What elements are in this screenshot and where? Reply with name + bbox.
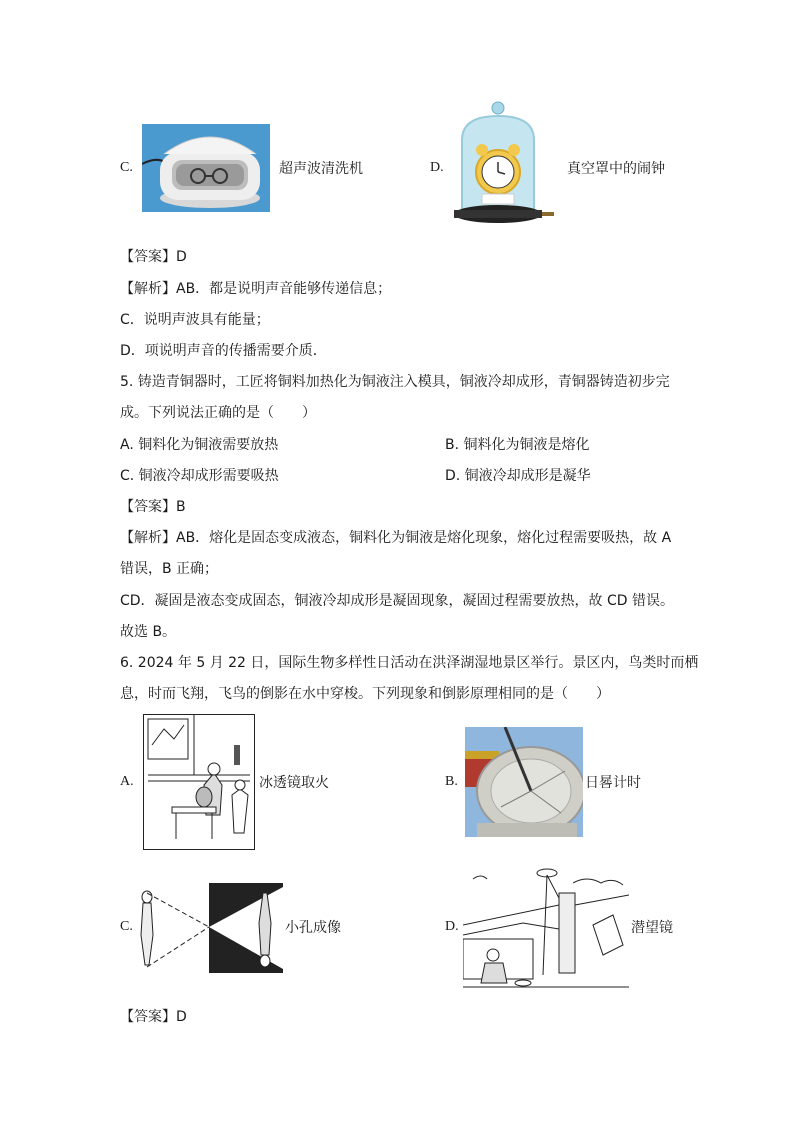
q6-option-a-caption: 冰透镜取火 xyxy=(259,775,329,791)
q4-answer: 【答案】D xyxy=(120,249,187,265)
q6-option-c-caption: 小孔成像 xyxy=(285,920,341,936)
q5-option-c: C. 铜液冷却成形需要吸热 xyxy=(120,468,279,484)
pinhole-image xyxy=(135,883,283,973)
ultrasonic-cleaner-image xyxy=(142,124,270,212)
q5-option-a: A. 铜料化为铜液需要放热 xyxy=(120,437,279,453)
q4-analysis-line: D．项说明声音的传播需要介质． xyxy=(120,343,327,359)
q4-analysis-line: C．说明声波具有能量； xyxy=(120,312,270,328)
q6-stem-line: 6. 2024 年 5 月 22 日，国际生物多样性日活动在洪泽湖湿地景区举行。景区内，鸟类时而栖 xyxy=(120,655,699,671)
q6-answer: 【答案】D xyxy=(120,1009,187,1025)
q5-analysis-line: CD．凝固是液态变成固态，铜液冷却成形是凝固现象，凝固过程需要放热，故 CD 错误。 xyxy=(120,593,675,609)
q6-option-a-letter: A. xyxy=(120,774,134,789)
q5-option-b: B. 铜料化为铜液是熔化 xyxy=(445,437,590,453)
q6-option-b-caption: 日晷计时 xyxy=(585,775,641,791)
q5-stem-line: 5. 铸造青铜器时，工匠将铜料加热化为铜液注入模具，铜液冷却成形，青铜器铸造初步完 xyxy=(120,374,670,390)
q5-stem-line: 成。下列说法正确的是（ ） xyxy=(120,405,316,421)
sundial-image xyxy=(465,727,583,837)
q4-option-c-caption: 超声波清洗机 xyxy=(279,161,363,177)
periscope-image xyxy=(463,865,629,991)
q4-analysis-line: 【解析】AB．都是说明声音能够传递信息； xyxy=(120,281,392,297)
ice-lens-image xyxy=(143,714,255,850)
q5-answer: 【答案】B xyxy=(120,499,186,515)
q6-option-d-letter: D. xyxy=(445,919,459,934)
q5-analysis-line: 故选 B。 xyxy=(120,624,177,640)
q4-option-d-caption: 真空罩中的闹钟 xyxy=(567,161,665,177)
q5-analysis-line: 【解析】AB．熔化是固态变成液态，铜料化为铜液是熔化现象，熔化过程需要吸热，故 A xyxy=(120,530,672,546)
q6-option-b-letter: B. xyxy=(445,774,458,789)
q6-stem-line: 息，时而飞翔，飞鸟的倒影在水中穿梭。下列现象和倒影原理相同的是（ ） xyxy=(120,686,610,702)
bell-jar-clock-image xyxy=(452,100,560,228)
q4-option-c-letter: C. xyxy=(120,160,133,175)
q4-option-d-letter: D. xyxy=(430,160,444,175)
q5-analysis-line: 错误，B 正确； xyxy=(120,561,219,577)
q5-option-d: D. 铜液冷却成形是凝华 xyxy=(445,468,591,484)
q6-option-c-letter: C. xyxy=(120,919,133,934)
q6-option-d-caption: 潜望镜 xyxy=(631,920,673,936)
